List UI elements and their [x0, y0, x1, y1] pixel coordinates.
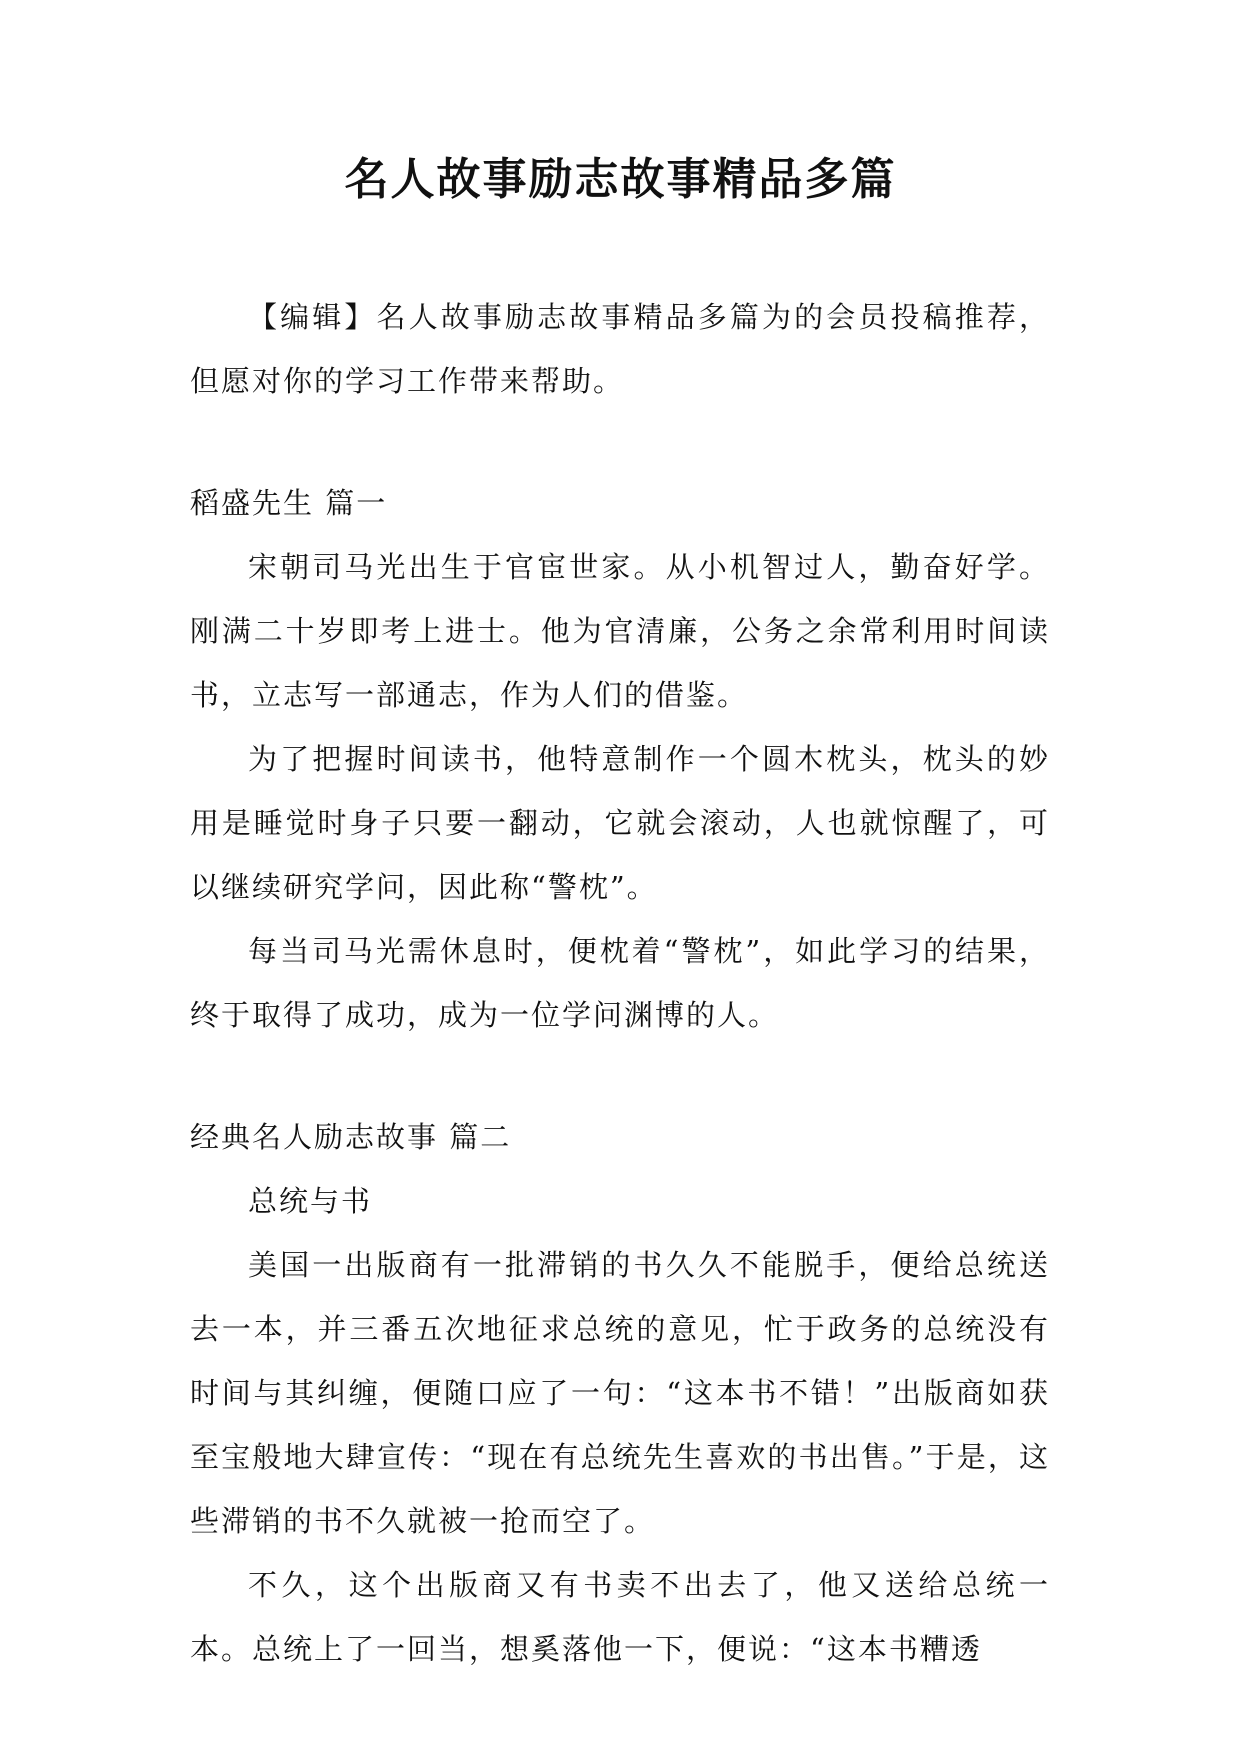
document-title: 名人故事励志故事精品多篇: [344, 154, 897, 205]
section-heading-1: 稻盛先生 篇一: [190, 486, 388, 520]
section1-paragraph-3: 每当司马光需休息时，便枕着“警枕”，如此学习的结果，终于取得了成功，成为一位学问渊博的人。: [190, 934, 1050, 1032]
section1-paragraph-2: 为了把握时间读书，他特意制作一个圆木枕头，枕头的妙用是睡觉时身子只要一翻动，它就会滚动，人也就惊醒了，可以继续研究学问，因此称“警枕”。: [190, 742, 1050, 904]
section2-paragraph-2: 不久，这个出版商又有书卖不出去了，他又送给总统一本。总统上了一回当，想奚落他一下，便说：“这本书糟透: [190, 1568, 1050, 1666]
section-heading-2: 经典名人励志故事 篇二: [190, 1120, 512, 1154]
section1-paragraph-1: 宋朝司马光出生于官宦世家。从小机智过人，勤奋好学。刚满二十岁即考上进士。他为官清廉，公务之余常利用时间读书，立志写一部通志，作为人们的借鉴。: [190, 550, 1050, 712]
section2-subtitle: 总统与书: [248, 1184, 373, 1218]
section2-paragraph-1: 美国一出版商有一批滞销的书久久不能脱手，便给总统送去一本，并三番五次地征求总统的意见，忙于政务的总统没有时间与其纠缠，便随口应了一句：“这本书不错！”出版商如获至宝般地大肆宣传：“现在有总统先生喜欢的书出售。”于是，这些滞销的书不久就被一抢而空了。: [190, 1248, 1050, 1538]
document-body: [190, 285, 1050, 1681]
intro-paragraph: 【编辑】名人故事励志故事精品多篇为的会员投稿推荐，但愿对你的学习工作带来帮助。: [190, 300, 1050, 398]
